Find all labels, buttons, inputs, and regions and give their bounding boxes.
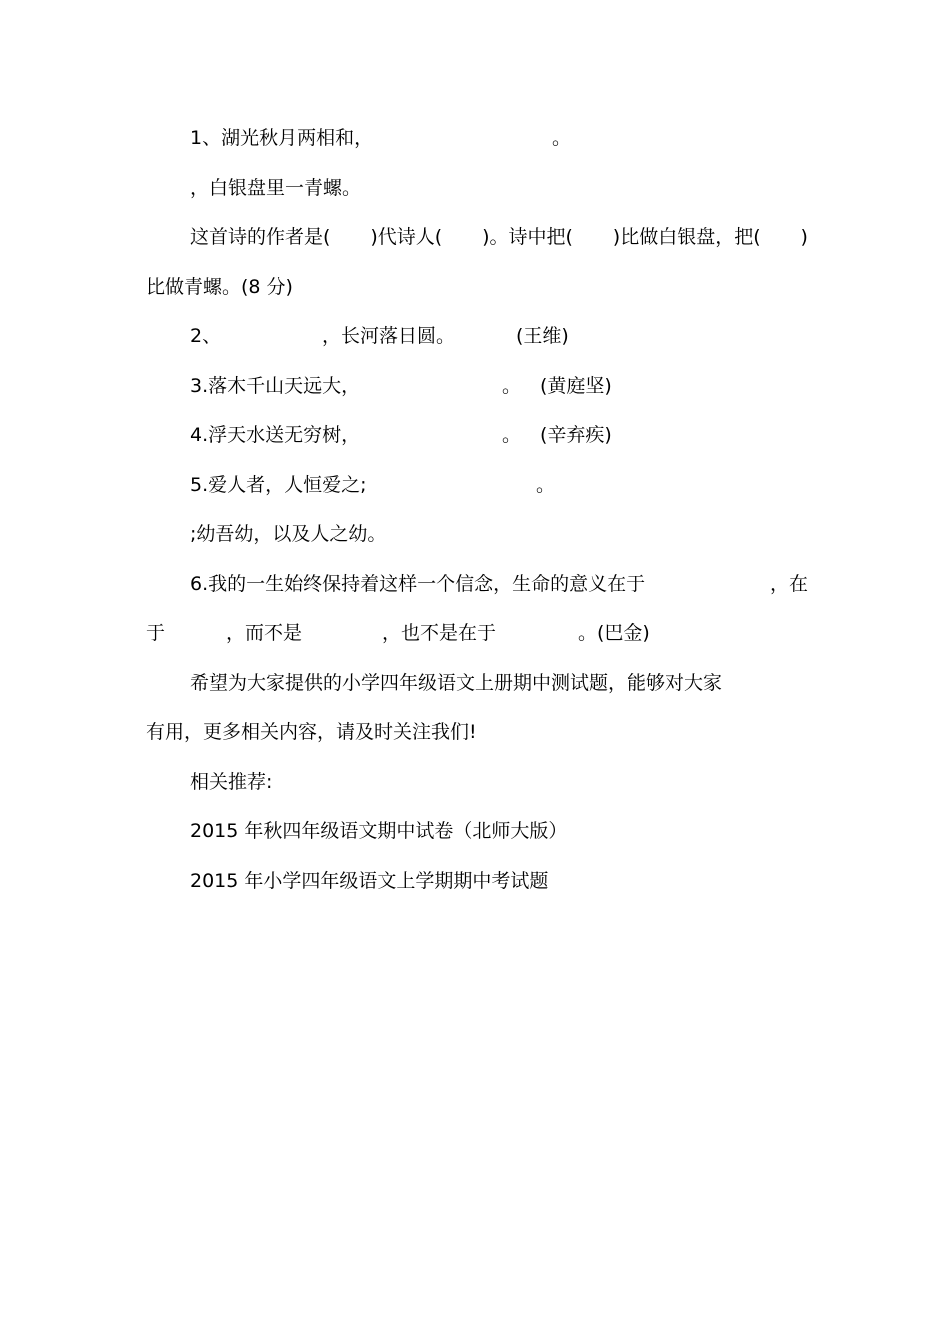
question-4-author: (辛弃疾) xyxy=(540,424,612,446)
closing-line-1 xyxy=(146,663,808,713)
question-1-prompt-end: 比做青螺。(8 分) xyxy=(146,275,293,298)
question-2-author: (王维) xyxy=(516,325,569,347)
question-1-line-1 xyxy=(146,118,808,168)
question-1-text: 1、湖光秋月两相和， xyxy=(190,127,374,149)
question-1-period: 。 xyxy=(552,127,572,149)
question-6-part-a: 于 xyxy=(146,622,166,644)
question-3 xyxy=(146,366,808,416)
question-3-author: (黄庭坚) xyxy=(540,374,612,397)
question-5-period: 。 xyxy=(536,473,556,496)
closing-line-2 xyxy=(146,712,808,762)
question-2-number: 2、 xyxy=(190,325,222,347)
question-1-prompt-part-4: )比做白银盘，把( xyxy=(612,226,761,248)
related-link-1[interactable] xyxy=(146,811,808,861)
related-link-2[interactable] xyxy=(146,861,808,911)
question-2-verse: ，长河落日圆。 xyxy=(322,325,456,347)
question-1-prompt-part-5: ) xyxy=(800,226,808,248)
question-4 xyxy=(146,415,808,465)
question-1-line-4 xyxy=(146,267,808,317)
question-6-part-b: ，而不是 xyxy=(226,622,303,644)
question-5-second-verse: ;幼吾幼，以及人之幼。 xyxy=(190,523,387,545)
question-6-line-1 xyxy=(146,564,808,614)
question-1-prompt-part-2: )代诗人( xyxy=(370,226,443,248)
related-heading-text: 相关推荐: xyxy=(190,770,273,793)
question-5-line-1 xyxy=(146,465,808,515)
closing-text: 希望为大家提供的小学四年级语文上册期中测试题，能够对大家 xyxy=(190,671,723,694)
question-3-period: 。 xyxy=(502,374,522,397)
question-1-prompt-part-3: )。诗中把( xyxy=(482,226,573,248)
question-4-period: 。 xyxy=(502,424,522,446)
related-link-2-text[interactable]: 2015 年小学四年级语文上学期期中考试题 xyxy=(190,869,549,892)
question-4-verse: 4.浮天水送无穷树， xyxy=(190,424,361,446)
closing-text-end: 有用，更多相关内容，请及时关注我们! xyxy=(146,721,477,743)
related-link-1-text[interactable]: 2015 年秋四年级语文期中试卷（北师大版） xyxy=(190,820,568,842)
question-5-line-2 xyxy=(146,514,808,564)
question-1-prompt-part-1: 这首诗的作者是( xyxy=(190,226,331,248)
question-2 xyxy=(146,316,808,366)
document-body xyxy=(146,118,808,910)
question-1-second-verse: ，白银盘里一青螺。 xyxy=(190,176,362,199)
question-6-part-c: ，也不是在于 xyxy=(382,622,497,644)
question-1-line-3 xyxy=(146,217,808,267)
related-heading xyxy=(146,762,808,812)
question-1-line-2 xyxy=(146,168,808,218)
question-6-text: 6.我的一生始终保持着这样一个信念，生命的意义在于 xyxy=(190,572,646,595)
question-6-part-d: 。(巴金) xyxy=(578,622,650,644)
question-6-text-end: ，在 xyxy=(770,572,809,595)
question-5-verse: 5.爱人者，人恒爱之; xyxy=(190,473,367,496)
question-3-verse: 3.落木千山天远大， xyxy=(190,374,361,397)
question-6-line-2 xyxy=(146,613,808,663)
